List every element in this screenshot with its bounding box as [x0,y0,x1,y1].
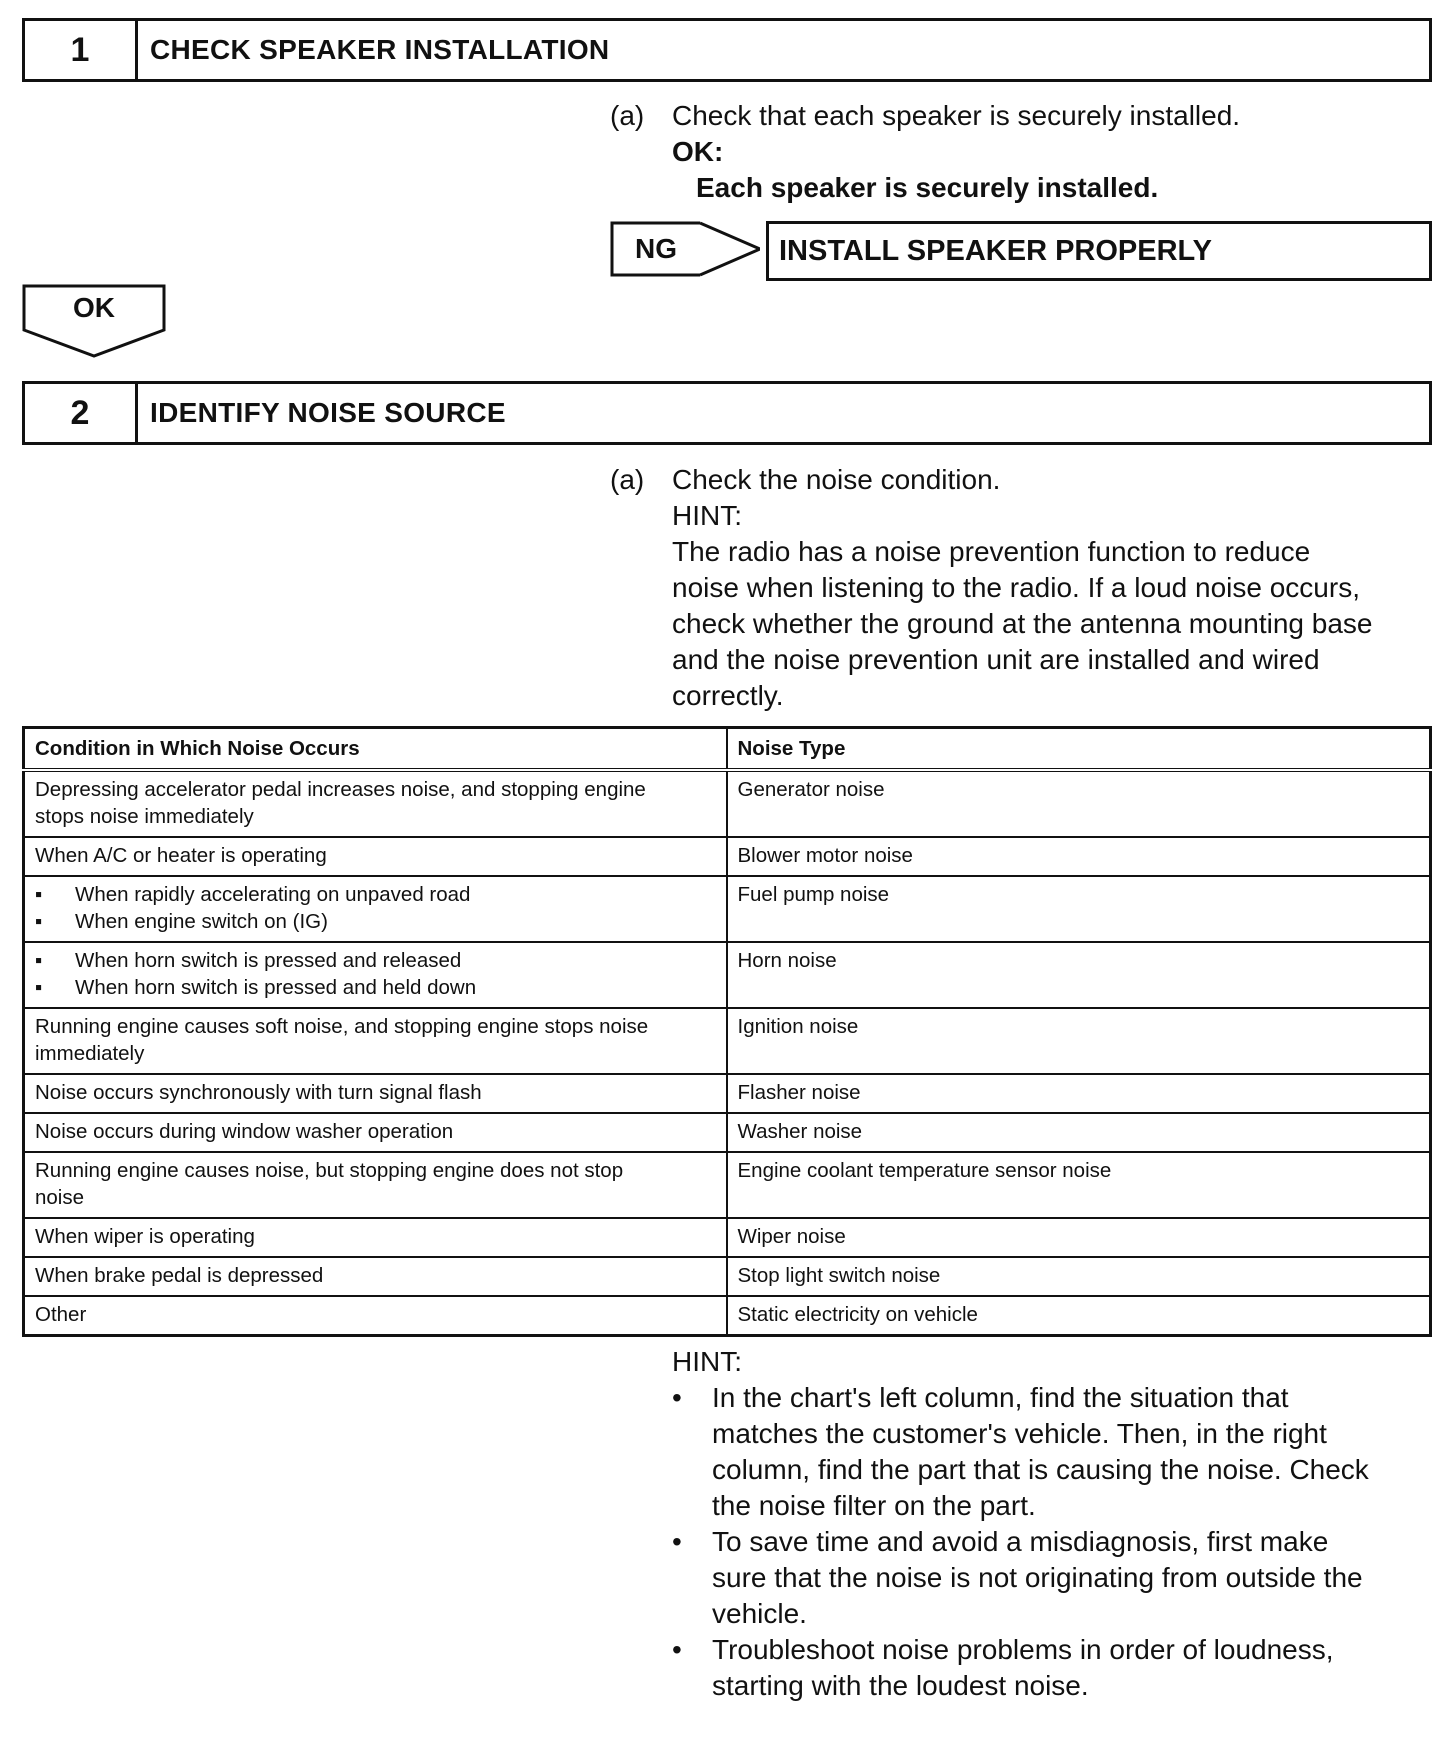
hint-list-text [712,1524,1363,1632]
condition-bullet-item [35,947,716,974]
hint-list-item [672,1632,1452,1704]
table-row [24,876,1431,942]
condition-bullet-text: When horn switch is pressed and released [75,949,462,972]
hint-list-text [712,1380,1369,1524]
ng-action-box [766,221,1432,281]
square-bullet-icon: ▪ [35,949,43,972]
hint-line: and the noise prevention unit are installed and wired [672,644,1320,675]
step-title: CHECK SPEAKER INSTALLATION [150,34,610,65]
condition-line: stops noise immediately [35,805,254,828]
condition-cell [24,770,727,837]
condition-line: Noise occurs during window washer operation [35,1120,454,1143]
condition-cell [24,1218,727,1257]
table-row [24,1218,1431,1257]
table-row [24,1152,1431,1218]
step-2-header [22,381,1432,445]
table-row [24,942,1431,1008]
hint-list-line: vehicle. [712,1598,807,1629]
square-bullet-icon: ▪ [35,883,43,906]
table-header-row [24,728,1431,771]
condition-bullet-item [35,881,716,908]
hint-list-line: the noise filter on the part. [712,1490,1036,1521]
hint-text [672,534,1440,714]
condition-line: noise [35,1186,85,1209]
bullet-icon: • [672,1634,682,1665]
condition-bullet-item [35,908,716,935]
hint-list-line: In the chart's left column, find the situation that [712,1382,1289,1413]
noise-type-cell: Fuel pump noise [727,876,1431,942]
ok-label: OK [73,292,115,323]
hint-line: check whether the ground at the antenna mounting base [672,608,1373,639]
bullet-icon: • [672,1382,682,1413]
instruction-text: Check the noise condition. [672,464,1001,495]
hint-line: The radio has a noise prevention function to reduce [672,536,1311,567]
table-row [24,1257,1431,1296]
condition-bullet-text: When rapidly accelerating on unpaved road [75,883,471,906]
condition-cell [24,837,727,876]
condition-line: Running engine causes soft noise, and stopping engine stops noise [35,1015,649,1038]
table-row [24,1296,1431,1336]
condition-cell [24,1113,727,1152]
hint-list-line: matches the customer's vehicle. Then, in the right [712,1418,1327,1449]
step-number: 1 [25,21,138,79]
table-row [24,837,1431,876]
step-number: 2 [25,384,138,442]
noise-type-cell: Blower motor noise [727,837,1431,876]
item-marker: (a) [610,464,645,495]
table-row [24,770,1431,837]
condition-cell [24,1008,727,1074]
condition-line: Depressing accelerator pedal increases noise, and stopping engine [35,778,646,801]
hint-list-item [672,1380,1452,1524]
noise-type-cell: Wiper noise [727,1218,1431,1257]
square-bullet-icon: ▪ [35,976,43,999]
condition-line: When brake pedal is depressed [35,1264,324,1287]
hint-list-line: starting with the loudest noise. [712,1670,1089,1701]
hint-list-line: sure that the noise is not originating from outside the [712,1562,1363,1593]
condition-cell [24,942,727,1008]
condition-line: When A/C or heater is operating [35,844,327,867]
step-1-instruction [610,98,1440,206]
noise-source-table [22,726,1432,1337]
condition-bullet-item [35,974,716,1001]
square-bullet-icon: ▪ [35,910,43,933]
condition-bullet-text: When horn switch is pressed and held down [75,976,477,999]
instruction-text: Check that each speaker is securely installed. [672,100,1241,131]
condition-line: Running engine causes noise, but stopping engine does not stop [35,1159,624,1182]
condition-line: Other [35,1303,87,1326]
noise-type-cell: Horn noise [727,942,1431,1008]
item-marker: (a) [610,100,645,131]
step-2-instruction [610,462,1440,714]
noise-type-cell: Washer noise [727,1113,1431,1152]
hint-list-line: Troubleshoot noise problems in order of loudness, [712,1634,1334,1665]
ok-flow-marker [22,284,166,358]
hint-line: noise when listening to the radio. If a loud noise occurs, [672,572,1360,603]
step-1-header [22,18,1432,82]
noise-type-cell: Ignition noise [727,1008,1431,1074]
noise-type-cell: Stop light switch noise [727,1257,1431,1296]
hint-line: correctly. [672,680,784,711]
condition-cell [24,1074,727,1113]
condition-line: immediately [35,1042,145,1065]
hint-label: HINT: [672,1346,742,1377]
table-row [24,1113,1431,1152]
noise-type-cell: Flasher noise [727,1074,1431,1113]
hint-list-line: To save time and avoid a misdiagnosis, first make [712,1526,1329,1557]
column-header-noise-type: Noise Type [727,728,1431,771]
ok-criteria-label: OK: [672,136,724,167]
noise-type-cell: Engine coolant temperature sensor noise [727,1152,1431,1218]
bullet-icon: • [672,1526,682,1557]
condition-bullet-text: When engine switch on (IG) [75,910,328,933]
condition-cell [24,1257,727,1296]
condition-cell [24,876,727,942]
table-row [24,1008,1431,1074]
condition-line: When wiper is operating [35,1225,255,1248]
hint-list-text [712,1632,1334,1704]
ng-label: NG [635,233,677,264]
hint-2 [672,1344,1452,1704]
ng-branch-marker [610,221,760,277]
ok-criteria-text: Each speaker is securely installed. [696,172,1159,203]
table-row [24,1074,1431,1113]
noise-type-cell: Static electricity on vehicle [727,1296,1431,1336]
condition-cell [24,1152,727,1218]
hint-list [672,1380,1452,1704]
step-title: IDENTIFY NOISE SOURCE [150,397,506,428]
column-header-condition: Condition in Which Noise Occurs [24,728,727,771]
condition-cell [24,1296,727,1336]
hint-list-line: column, find the part that is causing the noise. Check [712,1454,1369,1485]
noise-type-cell: Generator noise [727,770,1431,837]
ng-action-text: INSTALL SPEAKER PROPERLY [779,234,1212,267]
condition-line: Noise occurs synchronously with turn signal flash [35,1081,482,1104]
hint-list-item [672,1524,1452,1632]
hint-label: HINT: [672,500,742,531]
table-body [24,770,1431,1336]
